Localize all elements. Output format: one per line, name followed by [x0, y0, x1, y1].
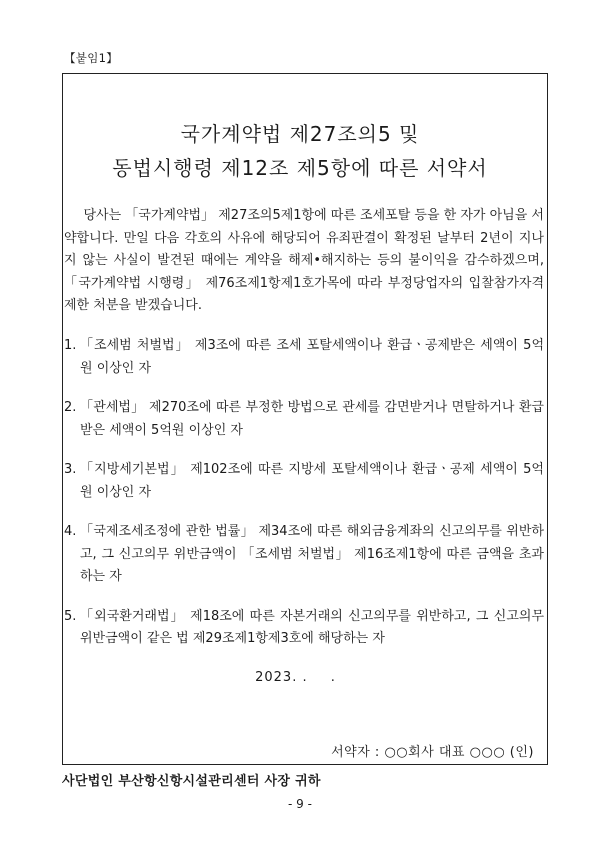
list-item — [64, 335, 544, 380]
document-title-line1: 국가계약법 제27조의5 및 — [180, 122, 420, 146]
list-item-text: 「외국환거래법」 제18조에 따른 자본거래의 신고의무를 위반하고, 그 신고의무 위반금액이 같은 법 제29조제1항제3호에 해당하는 자 — [80, 608, 544, 646]
list-item-number: 5. — [64, 608, 77, 624]
date-blanks: . . — [302, 670, 345, 685]
list-item-text: 「조세범 처벌법」 제3조에 따른 조세 포탈세액이나 환급ㆍ공제받은 세액이 5억원 이상인 자 — [80, 338, 544, 376]
date-year: 2023. — [255, 670, 298, 685]
signer-line: 서약자 : ○○회사 대표 ○○○ (인) — [331, 745, 534, 760]
addressee: 사단법인 부산항신항시설관리센터 사장 귀하 — [62, 774, 321, 789]
list-item — [64, 521, 544, 589]
list-item-text: 「지방세기본법」 제102조에 따른 지방세 포탈세액이나 환급ㆍ공제 세액이 5억원 이상인 자 — [80, 462, 544, 500]
list-item-text: 「관세법」 제270조에 따른 부정한 방법으로 관세를 감면받거나 면탈하거나 환급받은 세액이 5억원 이상인 자 — [80, 400, 544, 438]
document-title-line2: 동법시행령 제12조 제5항에 따른 서약서 — [112, 156, 488, 180]
attachment-label: 【붙임1】 — [64, 51, 119, 65]
violation-list — [64, 335, 544, 668]
list-item — [64, 459, 544, 504]
pledge-date — [0, 670, 600, 685]
list-item — [64, 606, 544, 651]
list-item-number: 2. — [64, 400, 77, 415]
pledge-intro-paragraph: 당사는 「국가계약법」 제27조의5제1항에 따른 조세포탈 등을 한 자가 아님을 서약합니다. 만일 다음 각호의 사유에 해당되어 유죄판결이 확정된 날부터 2년이 지나지 않는 사실이 발견된 때에는 계약을 해제•해지하는 등의 불이익을 감수하겠으며, 「국가계약법 시행령」 제76조제1항제1호가목에 따라 부정당업자의 입찰참가자격제한 처분을 받겠습니다. — [64, 208, 544, 313]
page-number: - 9 - — [288, 797, 312, 811]
list-item-text: 「국제조세조정에 관한 법률」 제34조에 따른 해외금융계좌의 신고의무를 위반하고, 그 신고의무 위반금액이 「조세범 처벌법」 제16조제1항에 따른 금액을 초과하는 자 — [80, 524, 544, 584]
list-item — [64, 397, 544, 442]
list-item-number: 4. — [64, 524, 77, 539]
list-item-number: 3. — [64, 462, 77, 477]
list-item-number: 1. — [64, 338, 77, 353]
